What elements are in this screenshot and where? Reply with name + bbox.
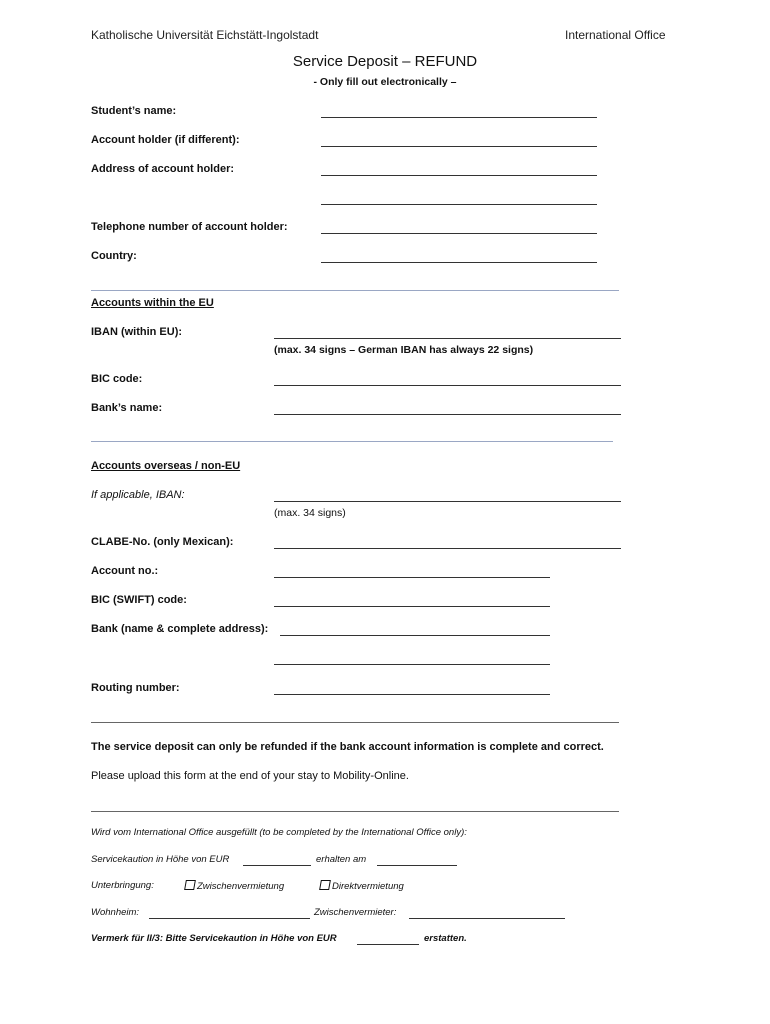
eu-iban-field[interactable]	[274, 338, 621, 339]
address-field-line1[interactable]	[321, 175, 597, 176]
dorm-label: Wohnheim:	[91, 907, 140, 918]
accommodation-label: Unterbringung:	[91, 880, 154, 891]
bank-address-field-line2[interactable]	[274, 664, 550, 665]
country-field[interactable]	[321, 262, 597, 263]
option-direct[interactable]	[320, 880, 404, 892]
completeness-notice: The service deposit can only be refunded if the bank account information is complete and correct.	[91, 741, 604, 753]
option-sublet[interactable]	[185, 880, 284, 892]
eu-bank-field[interactable]	[274, 414, 621, 415]
eu-bic-label: BIC code:	[91, 373, 143, 385]
eu-iban-label: IBAN (within EU):	[91, 326, 183, 338]
refund-remark-label: Vermerk für II/3: Bitte Servicekaution in Höhe von EUR	[91, 933, 337, 944]
option-direct-label: Direktvermietung	[332, 881, 404, 892]
country-label: Country:	[91, 250, 137, 262]
deposit-amount-label: Servicekaution in Höhe von EUR	[91, 854, 230, 865]
option-sublet-label: Zwischenvermietung	[197, 881, 285, 892]
separator	[91, 722, 619, 723]
separator	[91, 441, 613, 442]
university-name: Katholische Universität Eichstätt-Ingolstadt	[91, 28, 319, 42]
clabe-field[interactable]	[274, 548, 621, 549]
office-name: International Office	[565, 28, 666, 42]
student-name-field[interactable]	[321, 117, 597, 118]
sublessor-field[interactable]	[409, 918, 565, 919]
received-on-field[interactable]	[377, 865, 457, 866]
refund-amount-field[interactable]	[357, 944, 419, 945]
routing-field[interactable]	[274, 694, 550, 695]
clabe-label: CLABE-No. (only Mexican):	[91, 536, 234, 548]
eu-bic-field[interactable]	[274, 385, 621, 386]
account-no-label: Account no.:	[91, 565, 159, 577]
account-holder-field[interactable]	[321, 146, 597, 147]
eu-bank-label: Bank’s name:	[91, 402, 163, 414]
received-on-label: erhalten am	[316, 854, 367, 865]
refund-remark-suffix: erstatten.	[424, 933, 467, 944]
checkbox-icon[interactable]	[319, 880, 331, 890]
overseas-iban-label: If applicable, IBAN:	[91, 489, 185, 501]
overseas-iban-note: (max. 34 signs)	[274, 507, 346, 519]
account-holder-label: Account holder (if different):	[91, 134, 240, 146]
separator	[91, 290, 619, 291]
form-subtitle: - Only fill out electronically –	[313, 76, 457, 88]
checkbox-icon[interactable]	[184, 880, 196, 890]
address-field-line2[interactable]	[321, 204, 597, 205]
dorm-field[interactable]	[149, 918, 310, 919]
overseas-accounts-heading: Accounts overseas / non-EU	[91, 460, 241, 472]
deposit-amount-field[interactable]	[243, 865, 311, 866]
bic-swift-field[interactable]	[274, 606, 550, 607]
overseas-iban-field[interactable]	[274, 501, 621, 502]
sublessor-label: Zwischenvermieter:	[314, 907, 397, 918]
bic-swift-label: BIC (SWIFT) code:	[91, 594, 187, 606]
telephone-label: Telephone number of account holder:	[91, 221, 288, 233]
routing-label: Routing number:	[91, 682, 180, 694]
eu-accounts-heading: Accounts within the EU	[91, 297, 214, 309]
account-no-field[interactable]	[274, 577, 550, 578]
eu-iban-note: (max. 34 signs – German IBAN has always 22 signs)	[274, 344, 534, 356]
separator	[91, 811, 619, 812]
upload-notice: Please upload this form at the end of your stay to Mobility-Online.	[91, 770, 409, 782]
address-label: Address of account holder:	[91, 163, 235, 175]
student-name-label: Student’s name:	[91, 105, 177, 117]
form-title: Service Deposit – REFUND	[292, 53, 478, 70]
bank-address-label: Bank (name & complete address):	[91, 623, 269, 635]
bank-address-field-line1[interactable]	[280, 635, 550, 636]
telephone-field[interactable]	[321, 233, 597, 234]
office-use-intro: Wird vom International Office ausgefüllt (to be completed by the International Office only):	[91, 827, 467, 838]
